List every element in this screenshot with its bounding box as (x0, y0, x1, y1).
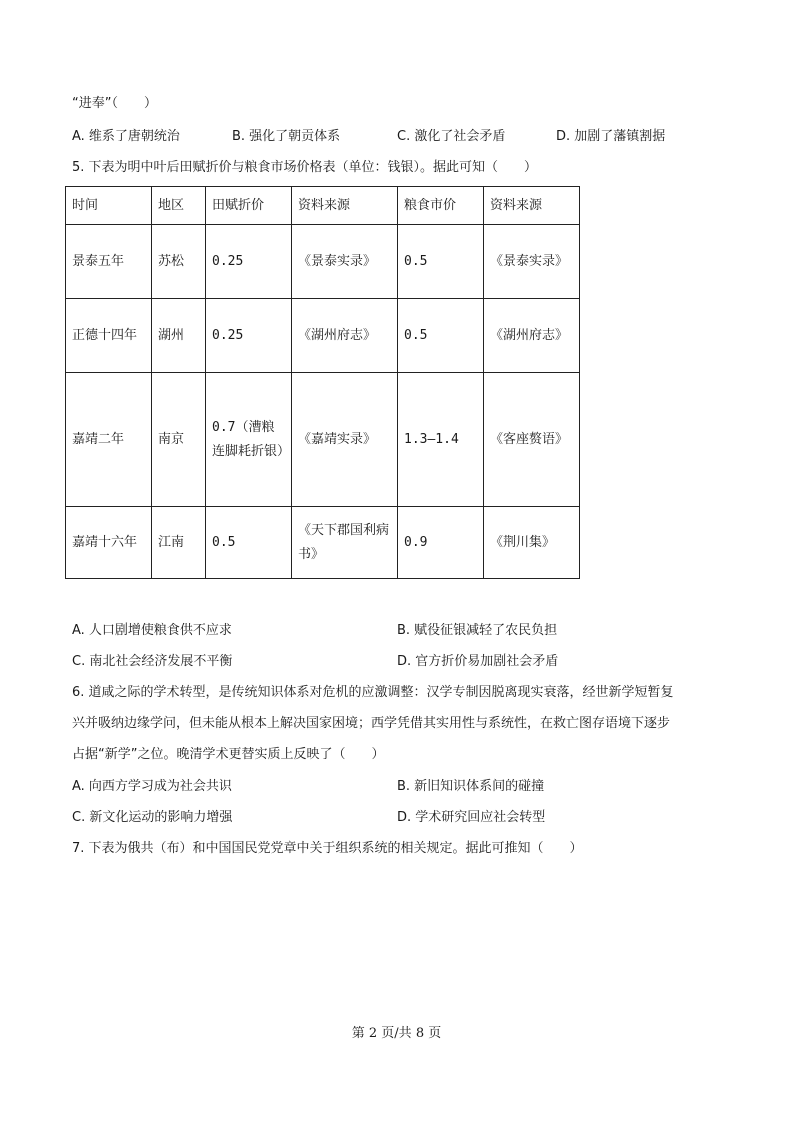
table-row (66, 225, 580, 299)
table-row (66, 299, 580, 373)
table-row (66, 507, 580, 579)
cell-region: 苏松 (152, 225, 206, 299)
cell-market-price: 0.5 (398, 299, 484, 373)
cell-tax-price: 0.7（漕粮连脚耗折银） (206, 373, 292, 507)
cell-time: 景泰五年 (66, 225, 152, 299)
q4-option-a: A. 维系了唐朝统治 (72, 129, 180, 144)
cell-market-price: 0.5 (398, 225, 484, 299)
page-footer: 第 2 页/共 8 页 (351, 1026, 442, 1041)
q5-option-b: B. 赋役征银减轻了农民负担 (397, 623, 558, 638)
q7-stem: 7. 下表为俄共（布）和中国国民党党章中关于组织系统的相关规定。据此可推知（ ） (72, 841, 583, 856)
cell-source: 《湖州府志》 (484, 299, 580, 373)
cell-source: 《荆川集》 (484, 507, 580, 579)
q4-option-c: C. 激化了社会矛盾 (397, 129, 506, 144)
q6-stem-line-2: 兴并吸纳边缘学问，但未能从根本上解决国家困境；西学凭借其实用性与系统性，在救亡图存语境下逐步 (72, 716, 671, 731)
cell-time: 正德十四年 (66, 299, 152, 373)
cell-tax-price: 0.25 (206, 225, 292, 299)
cell-source: 《景泰实录》 (292, 225, 398, 299)
q6-stem-line-1: 6. 道咸之际的学术转型，是传统知识体系对危机的应激调整：汉学专制因脱离现实衰落，经世新学短暂复 (72, 685, 674, 700)
q4-option-d: D. 加剧了藩镇割据 (556, 129, 666, 144)
cell-time: 嘉靖十六年 (66, 507, 152, 579)
cell-source: 《客座赘语》 (484, 373, 580, 507)
q6-stem-line-3: 占据“新学”之位。晚清学术更替实质上反映了（ ） (72, 747, 385, 762)
header-cell: 田赋折价 (206, 187, 292, 225)
cell-tax-price: 0.25 (206, 299, 292, 373)
q6-option-a: A. 向西方学习成为社会共识 (72, 779, 232, 794)
cell-market-price: 1.3—1.4 (398, 373, 484, 507)
q6-option-b: B. 新旧知识体系间的碰撞 (397, 779, 545, 794)
cell-source: 《嘉靖实录》 (292, 373, 398, 507)
table-row (66, 373, 580, 507)
header-cell: 资料来源 (484, 187, 580, 225)
q5-price-table (65, 186, 580, 579)
header-cell: 粮食市价 (398, 187, 484, 225)
table-header-row (66, 187, 580, 225)
q5-option-d: D. 官方折价易加剧社会矛盾 (397, 654, 559, 669)
cell-region: 南京 (152, 373, 206, 507)
cell-region: 湖州 (152, 299, 206, 373)
cell-source: 《湖州府志》 (292, 299, 398, 373)
header-cell: 时间 (66, 187, 152, 225)
header-cell: 资料来源 (292, 187, 398, 225)
q5-stem: 5. 下表为明中叶后田赋折价与粮食市场价格表（单位：钱银）。据此可知（ ） (72, 160, 538, 175)
q5-option-c: C. 南北社会经济发展不平衡 (72, 654, 233, 669)
header-cell: 地区 (152, 187, 206, 225)
q6-option-d: D. 学术研究回应社会转型 (397, 810, 546, 825)
cell-market-price: 0.9 (398, 507, 484, 579)
cell-tax-price: 0.5 (206, 507, 292, 579)
q5-option-a: A. 人口剧增使粮食供不应求 (72, 623, 232, 638)
cell-source: 《天下郡国利病书》 (292, 507, 398, 579)
q6-option-c: C. 新文化运动的影响力增强 (72, 810, 233, 825)
q4-stem-tail: “进奉”（ ） (72, 96, 157, 111)
cell-source: 《景泰实录》 (484, 225, 580, 299)
cell-time: 嘉靖二年 (66, 373, 152, 507)
q4-option-b: B. 强化了朝贡体系 (232, 129, 341, 144)
cell-region: 江南 (152, 507, 206, 579)
